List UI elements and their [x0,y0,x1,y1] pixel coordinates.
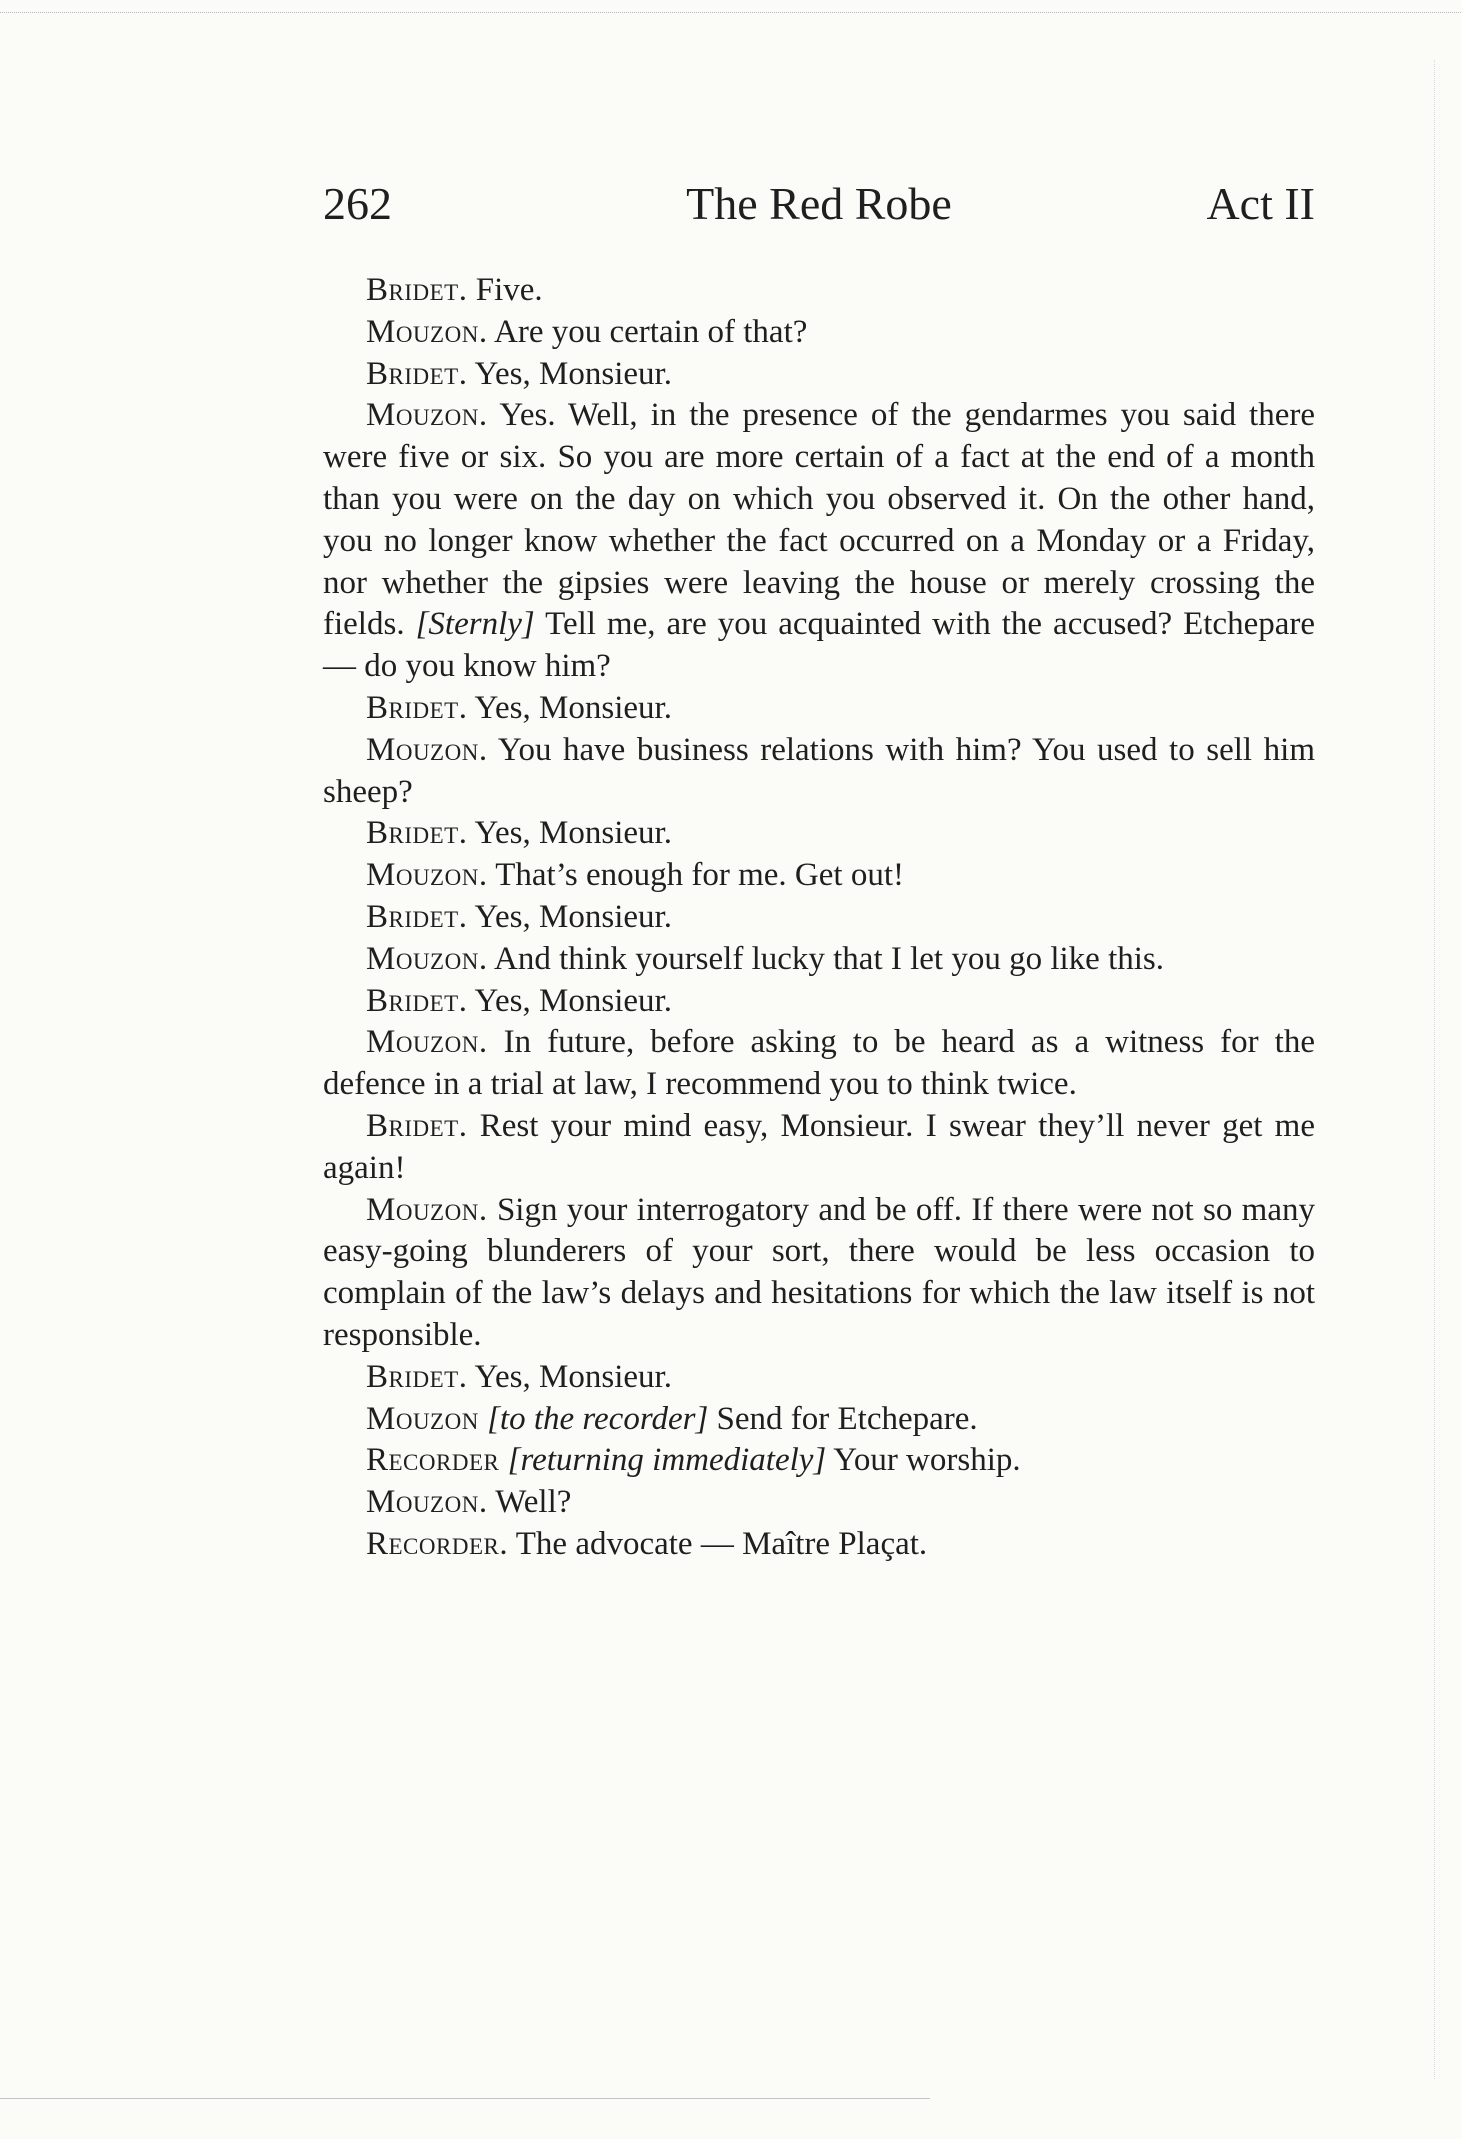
act-label: Act II [1206,178,1315,229]
book-title: The Red Robe [686,178,952,229]
speech-paragraph [323,1482,1315,1524]
speaker-name: Bridet. [366,689,468,726]
speaker-name: Mouzon. [366,1024,488,1061]
speaker-name: Bridet. [366,355,468,392]
speech-paragraph [323,354,1315,396]
speech-text-continued: Tell me, are you acquainted with the accused? Etchepare — do you know him? [323,606,1316,685]
scan-bottom-edge [0,2098,930,2099]
speech-text: The advocate — Maître Plaçat. [508,1525,928,1562]
speech-paragraph [323,1106,1315,1190]
speech-text: And think yourself lucky that I let you go like this. [487,940,1165,977]
speaker-name: Mouzon. [366,857,488,894]
speaker-name: Mouzon. [366,1191,488,1228]
speech-text: Sign your interrogatory and be off. If there were not so many easy-going blunderers of your sort, there would be less occasion to complain of the law’s delays and hesitations for which the law itself is not responsible. [323,1191,1315,1353]
speech-text: Rest your mind easy, Monsieur. I swear they’ll never get me again! [323,1107,1315,1186]
speaker-name: Mouzon. [366,731,488,768]
scan-right-edge [1434,60,1435,2079]
speech-text: Yes, Monsieur. [467,898,672,935]
speech-text: Yes. Well, in the presence of the gendarmes you said there were five or six. So you are more certain of a fact at the end of a month than you were on the day on which you observed it. On the other hand, you no longer know whether the fact occurred on a Monday or a Friday, nor whether the gipsies were leaving the house or merely crossing the fields. [323,397,1315,643]
speech-paragraph [323,813,1315,855]
speaker-name: Mouzon [366,1400,479,1437]
speech-text: Yes, Monsieur. [467,815,672,852]
speech-text: In future, before asking to be heard as a witness for the defence in a trial at law, I recommend you to think twice. [323,1024,1315,1103]
scan-top-edge [0,12,1461,13]
speech-paragraph [323,730,1315,814]
speech-paragraph [323,1022,1315,1106]
speech-paragraph [323,1440,1315,1482]
speaker-name: Recorder [366,1442,500,1479]
speech-text-continued: Send for Etchepare. [708,1400,978,1437]
speech-text: You have business relations with him? You used to sell him sheep? [323,731,1315,810]
speaker-name: Mouzon. [366,1484,488,1521]
speaker-name: Mouzon. [366,940,488,977]
speech-paragraph [323,312,1315,354]
speech-text-continued: Your worship. [826,1442,1021,1479]
speaker-name: Bridet. [366,815,468,852]
speech-paragraph [323,1524,1315,1566]
speaker-name: Mouzon. [366,397,488,434]
speech-paragraph [323,897,1315,939]
speech-paragraph [323,855,1315,897]
speech-text: Yes, Monsieur. [467,982,672,1019]
speech-paragraph [323,395,1315,688]
speech-paragraph [323,688,1315,730]
page-number: 262 [323,178,392,229]
speech-paragraph [323,1399,1315,1441]
speaker-name: Bridet. [366,1107,468,1144]
speaker-name: Mouzon. [366,313,488,350]
book-page [323,174,1315,1566]
speech-text: Yes, Monsieur. [467,1358,672,1395]
speech-text: Well? [487,1484,572,1521]
speaker-name: Bridet. [366,982,468,1019]
speech-text: That’s enough for me. Get out! [487,857,904,894]
speaker-name: Bridet. [366,1358,468,1395]
running-head [323,174,1315,234]
dialogue-text [323,270,1315,1566]
stage-direction: [Sternly] [415,606,535,643]
speech-text: Are you certain of that? [487,313,808,350]
speech-text: Yes, Monsieur. [467,689,672,726]
speech-paragraph [323,939,1315,981]
speech-paragraph [323,981,1315,1023]
speech-paragraph [323,1190,1315,1357]
stage-direction: [returning immediately] [507,1442,827,1479]
stage-direction: [to the recorder] [487,1400,709,1437]
speech-text: Yes, Monsieur. [467,355,672,392]
speech-text: Five. [467,272,543,308]
speech-paragraph [323,1357,1315,1399]
speech-paragraph [323,270,1315,312]
speaker-name: Recorder. [366,1525,509,1562]
speaker-name: Bridet. [366,898,468,935]
speaker-name: Bridet. [366,272,468,308]
